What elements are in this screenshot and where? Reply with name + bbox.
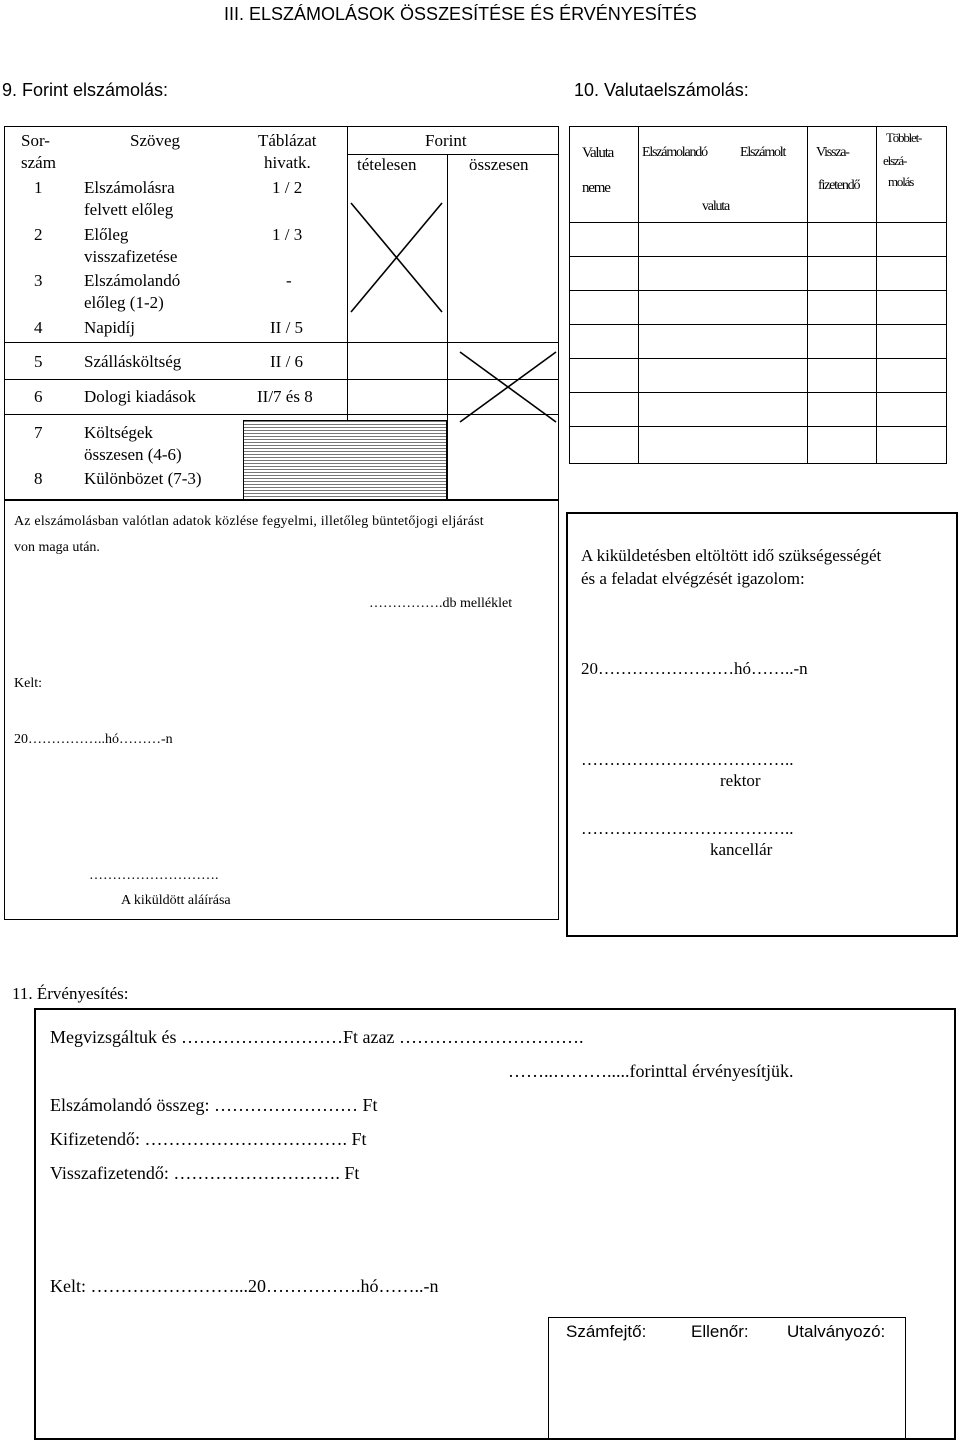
validation-kelt: Kelt: ……………………...20…………….hó……..-n bbox=[50, 1276, 439, 1296]
row-3-ref: - bbox=[286, 271, 292, 290]
kelt-label: Kelt: bbox=[14, 676, 42, 691]
row-7-text-2: összesen (4-6) bbox=[84, 445, 182, 464]
row-1-text: Elszámolásra bbox=[84, 178, 175, 197]
szamfejto-label: Számfejtő: bbox=[566, 1322, 647, 1341]
row-7-number: 7 bbox=[34, 423, 43, 442]
certification-text-2: és a feladat elvégzését igazolom: bbox=[581, 569, 805, 588]
section-10-heading: 10. Valutaelszámolás: bbox=[574, 80, 749, 100]
row-4-number: 4 bbox=[34, 318, 43, 337]
visszafizetendo-header-2: fizetendő bbox=[818, 178, 860, 193]
validation-line-2: ……..……….....forinttal érvényesítjük. bbox=[508, 1061, 794, 1081]
header-sorszam-2: szám bbox=[21, 153, 56, 172]
header-forint: Forint bbox=[425, 131, 467, 150]
section-11-heading: 11. Érvényesítés: bbox=[12, 984, 129, 1003]
row-6-ref: II/7 és 8 bbox=[257, 387, 313, 406]
declaration-box bbox=[4, 500, 559, 920]
row-5-number: 5 bbox=[34, 352, 43, 371]
elszamolando-header: Elszámolandó bbox=[642, 145, 707, 160]
row-4-text: Napidíj bbox=[84, 318, 135, 337]
visszafizetendo: Visszafizetendő: ………………………. Ft bbox=[50, 1163, 360, 1183]
certification-date: 20……………………hó……..-n bbox=[581, 659, 808, 678]
row-7-text: Költségek bbox=[84, 423, 153, 442]
header-sorszam: Sor- bbox=[21, 131, 50, 150]
row-2-number: 2 bbox=[34, 225, 43, 244]
section-9-heading: 9. Forint elszámolás: bbox=[2, 80, 169, 100]
valuta-neme-header: neme bbox=[582, 180, 610, 196]
utalvanyozo-label: Utalványozó: bbox=[787, 1322, 886, 1341]
row-3-text-2: előleg (1-2) bbox=[84, 293, 164, 312]
warning-text-2: von maga után. bbox=[14, 540, 100, 555]
rektor-signature-line: ……………………………….. bbox=[581, 750, 794, 769]
elszamolt-header: Elszámolt bbox=[740, 145, 786, 160]
signature-line: ………………………. bbox=[89, 868, 219, 883]
row-6-text: Dologi kiadások bbox=[84, 387, 196, 406]
ellenor-label: Ellenőr: bbox=[691, 1322, 749, 1341]
kifizetendo: Kifizetendő: ……………………………. Ft bbox=[50, 1129, 367, 1149]
row-5-ref: II / 6 bbox=[270, 352, 304, 371]
signature-label: A kiküldött aláírása bbox=[121, 893, 231, 908]
header-szoveg: Szöveg bbox=[130, 131, 181, 150]
row-8-text: Különbözet (7-3) bbox=[84, 469, 202, 488]
row-6-number: 6 bbox=[34, 387, 43, 406]
kelt-date: 20……………..hó………-n bbox=[14, 732, 173, 747]
header-tetelesen: tételesen bbox=[357, 155, 417, 174]
attachment-count: …………….db melléklet bbox=[369, 596, 513, 611]
row-4-ref: II / 5 bbox=[270, 318, 304, 337]
valuta-subheader: valuta bbox=[702, 199, 730, 214]
row-2-ref: 1 / 3 bbox=[272, 225, 303, 244]
tobbletelszamolas-header-3: molás bbox=[888, 174, 914, 189]
kancellar-label: kancellár bbox=[710, 840, 773, 859]
valuta-header: Valuta bbox=[582, 145, 614, 161]
row-3-text: Elszámolandó bbox=[84, 271, 181, 290]
tobbletelszamolas-header: Többlet- bbox=[886, 130, 922, 145]
row-8-number: 8 bbox=[34, 469, 43, 488]
row-2-text-2: visszafizetése bbox=[84, 247, 178, 266]
header-tablazat: Táblázat bbox=[258, 131, 317, 150]
rektor-label: rektor bbox=[720, 771, 761, 790]
row-1-number: 1 bbox=[34, 178, 43, 197]
validation-line-1: Megvizsgáltuk és ………………………Ft azaz …………………………. bbox=[50, 1027, 584, 1047]
tobbletelszamolas-header-2: elszá- bbox=[883, 153, 907, 168]
kancellar-signature-line: ……………………………….. bbox=[581, 819, 794, 838]
cross-marks bbox=[0, 0, 560, 500]
certification-text: A kiküldetésben eltöltött idő szükségességét bbox=[581, 546, 882, 565]
header-osszesen: összesen bbox=[469, 155, 529, 174]
page-title: III. ELSZÁMOLÁSOK ÖSSZESÍTÉSE ÉS ÉRVÉNYESÍTÉS bbox=[224, 4, 697, 24]
row-2-text: Előleg bbox=[84, 225, 129, 244]
visszafizetendo-header: Vissza- bbox=[816, 145, 849, 160]
row-1-text-2: felvett előleg bbox=[84, 200, 174, 219]
row-3-number: 3 bbox=[34, 271, 43, 290]
elszamolando-osszeg: Elszámolandó összeg: …………………… Ft bbox=[50, 1095, 378, 1115]
header-hivatk: hivatk. bbox=[264, 153, 311, 172]
row-5-text: Szállásköltség bbox=[84, 352, 182, 371]
warning-text: Az elszámolásban valótlan adatok közlése fegyelmi, illetőleg büntetőjogi eljárást bbox=[14, 514, 484, 529]
row-1-ref: 1 / 2 bbox=[272, 178, 303, 197]
